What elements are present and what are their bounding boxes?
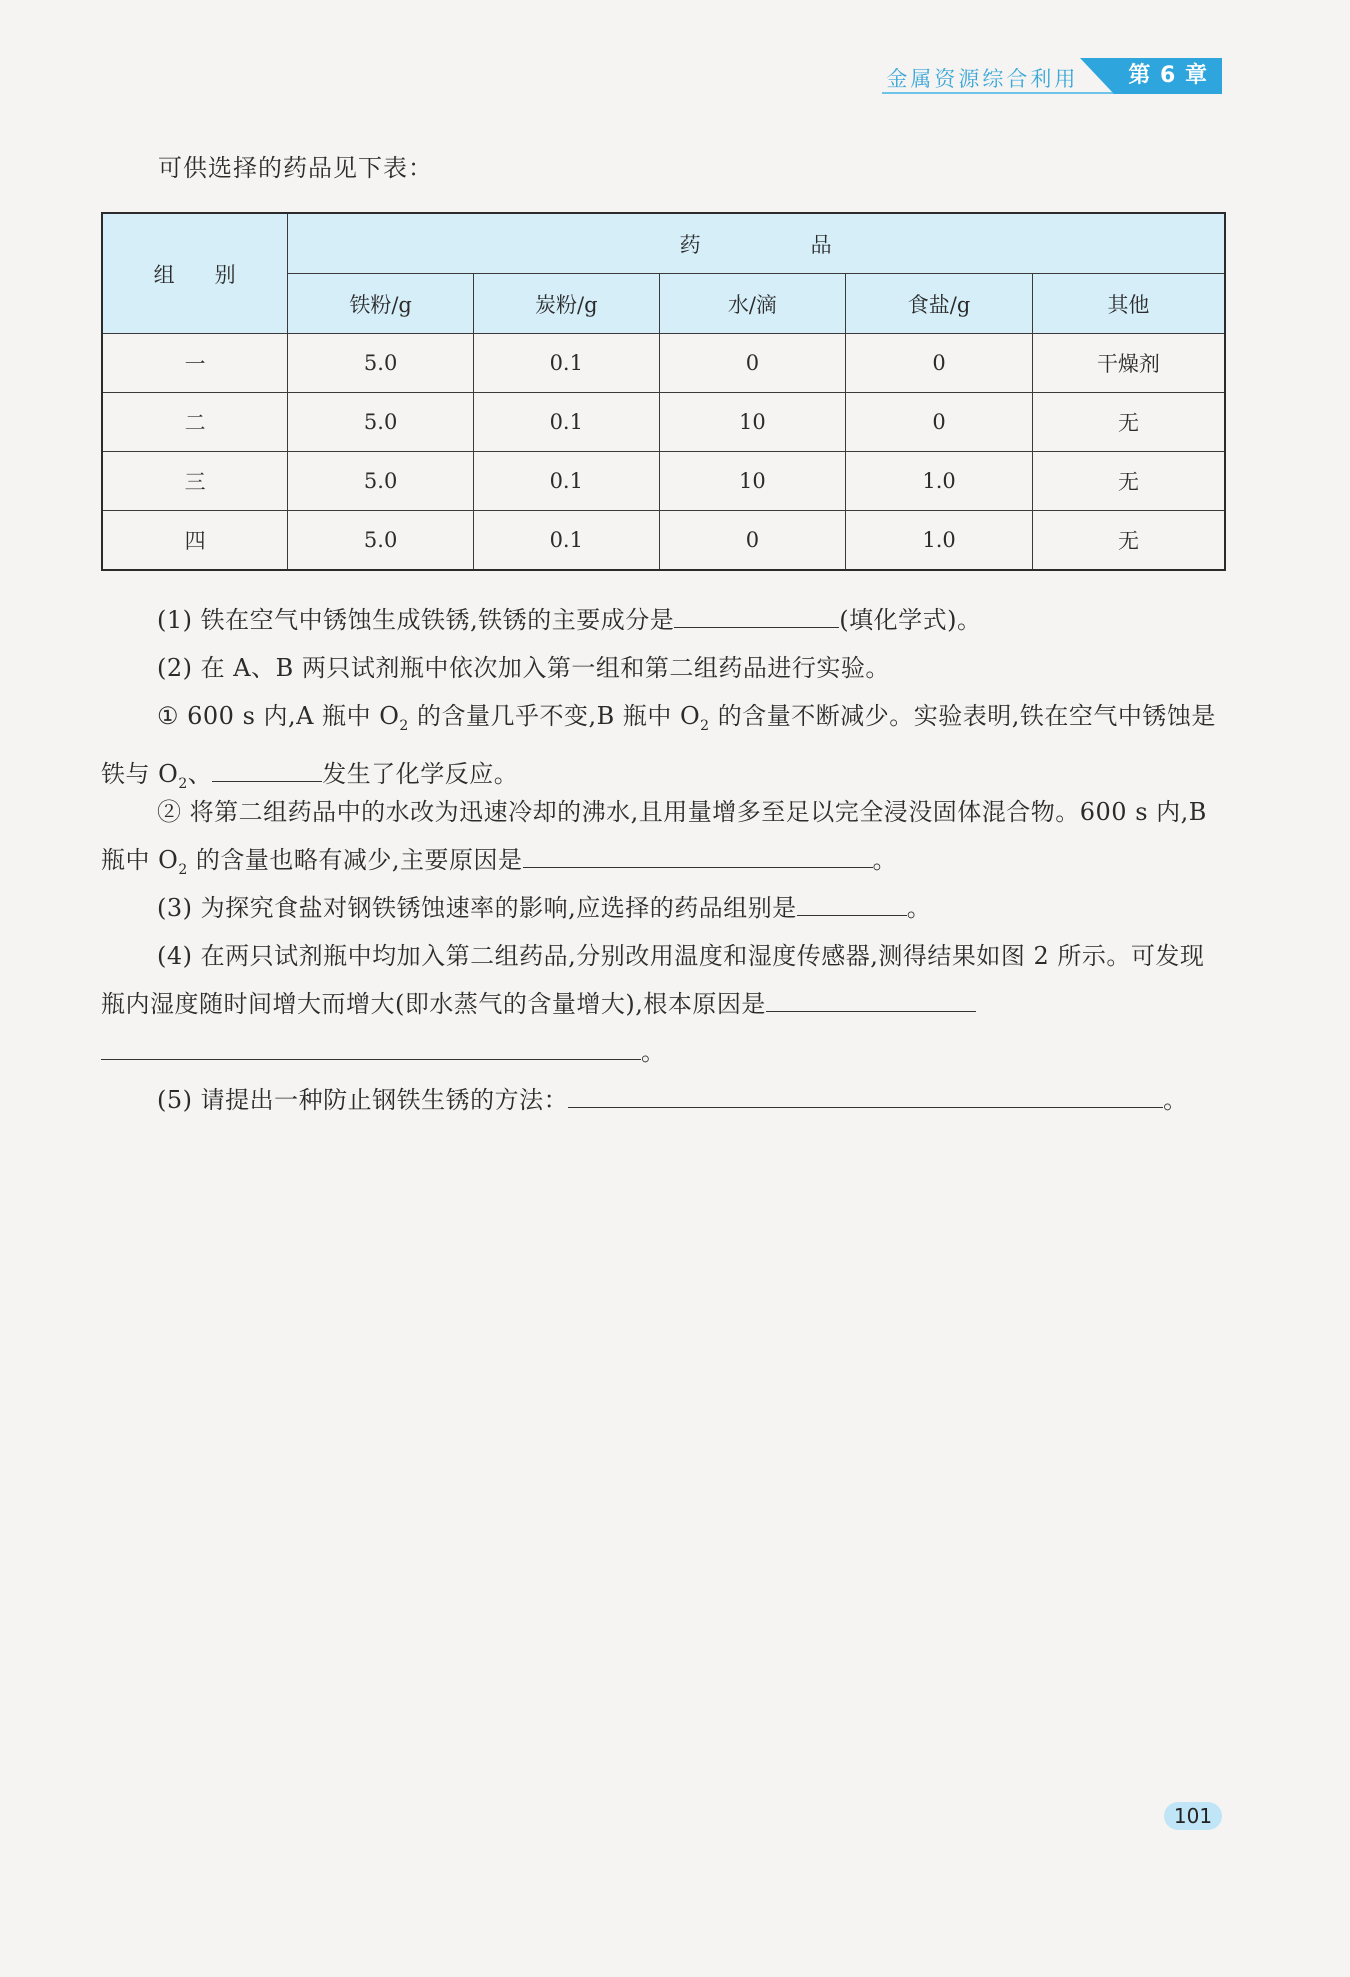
group-header: 组别 bbox=[102, 213, 288, 334]
answer-blank[interactable] bbox=[568, 1077, 1163, 1108]
table-cell: 无 bbox=[1032, 393, 1225, 452]
table-cell: 10 bbox=[659, 393, 846, 452]
table-cell: 0.1 bbox=[473, 452, 659, 511]
subscript: 2 bbox=[700, 717, 710, 734]
table-cell: 三 bbox=[102, 452, 288, 511]
subscript: 2 bbox=[178, 775, 188, 792]
question-3 bbox=[101, 884, 1282, 932]
question-text: (1) 铁在空气中锈蚀生成铁锈,铁锈的主要成分是 bbox=[157, 606, 675, 634]
question-text: (5) 请提出一种防止钢铁生锈的方法： bbox=[157, 1086, 569, 1114]
table-row bbox=[102, 393, 1225, 452]
table-intro: 可供选择的药品见下表： bbox=[158, 154, 433, 182]
table-cell: 0.1 bbox=[473, 334, 659, 393]
question-text: 发生了化学反应。 bbox=[322, 759, 519, 788]
table-cell: 无 bbox=[1032, 452, 1225, 511]
table-cell: 5.0 bbox=[288, 511, 474, 571]
table-cell: 1.0 bbox=[846, 511, 1033, 571]
answer-blank[interactable] bbox=[766, 981, 976, 1012]
table-cell: 10 bbox=[659, 452, 846, 511]
table-row bbox=[102, 334, 1225, 393]
question-text: 、 bbox=[187, 759, 213, 788]
table-row bbox=[102, 452, 1225, 511]
chapter-tab: 第 6 章 bbox=[1114, 58, 1222, 94]
table-cell: 无 bbox=[1032, 511, 1225, 571]
table-cell: 干燥剂 bbox=[1032, 334, 1225, 393]
question-text: 。 bbox=[872, 846, 897, 874]
reagents-table bbox=[101, 212, 1226, 571]
question-2-2 bbox=[101, 788, 1226, 894]
question-text: (填化学式)。 bbox=[839, 606, 982, 634]
answer-blank[interactable] bbox=[523, 837, 873, 868]
question-text: ② 将第二组药品中的水改为迅速冷却的沸水,且用量增多至足以完全浸没固体混合物。600 s 内,B 瓶中 O bbox=[101, 798, 1207, 874]
answer-blank[interactable] bbox=[101, 1029, 641, 1060]
question-text: 的含量也略有减少,主要原因是 bbox=[187, 846, 523, 874]
column-header: 铁粉/g bbox=[288, 274, 474, 334]
question-2: (2) 在 A、B 两只试剂瓶中依次加入第一组和第二组药品进行实验。 bbox=[157, 654, 890, 682]
question-5 bbox=[101, 1076, 1282, 1124]
table-cell: 二 bbox=[102, 393, 288, 452]
drugs-header: 药品 bbox=[288, 213, 1225, 274]
chapter-header bbox=[886, 58, 1222, 94]
question-4 bbox=[101, 932, 1226, 1076]
answer-blank[interactable] bbox=[674, 597, 839, 628]
question-text: ① 600 s 内,A 瓶中 O bbox=[157, 702, 400, 730]
page-number: 101 bbox=[1164, 1802, 1222, 1830]
column-header: 水/滴 bbox=[659, 274, 846, 334]
table-row bbox=[102, 511, 1225, 571]
table-cell: 四 bbox=[102, 511, 288, 571]
table-cell: 0 bbox=[846, 334, 1033, 393]
question-text: 。 bbox=[641, 1038, 666, 1066]
section-title: 金属资源综合利用 bbox=[886, 67, 1079, 91]
column-header: 食盐/g bbox=[846, 274, 1033, 334]
question-text: (3) 为探究食盐对钢铁锈蚀速率的影响,应选择的药品组别是 bbox=[157, 894, 797, 922]
column-header: 炭粉/g bbox=[473, 274, 659, 334]
table-cell: 0.1 bbox=[473, 511, 659, 571]
column-header: 其他 bbox=[1032, 274, 1225, 334]
question-text: 的含量几乎不变,B 瓶中 O bbox=[408, 702, 701, 730]
table-cell: 0 bbox=[846, 393, 1033, 452]
table-cell: 5.0 bbox=[288, 334, 474, 393]
table-cell: 0.1 bbox=[473, 393, 659, 452]
question-text: 。 bbox=[1163, 1086, 1188, 1114]
subscript: 2 bbox=[178, 861, 188, 878]
table-cell: 5.0 bbox=[288, 393, 474, 452]
question-1 bbox=[101, 596, 1282, 644]
question-text: (4) 在两只试剂瓶中均加入第二组药品,分别改用温度和湿度传感器,测得结果如图 2 所示。可发现瓶内湿度随时间增大而增大(即水蒸气的含量增大),根本原因是 bbox=[101, 942, 1205, 1018]
subscript: 2 bbox=[399, 717, 409, 734]
question-text: 的含量不断减少。实验表明,铁在空气中锈蚀是铁与 O bbox=[101, 702, 1216, 788]
table-cell: 0 bbox=[659, 511, 846, 571]
question-text: 。 bbox=[906, 894, 932, 922]
table-cell: 一 bbox=[102, 334, 288, 393]
table-cell: 1.0 bbox=[846, 452, 1033, 511]
answer-blank[interactable] bbox=[212, 751, 322, 782]
table-cell: 5.0 bbox=[288, 452, 474, 511]
answer-blank[interactable] bbox=[797, 885, 907, 916]
table-cell: 0 bbox=[659, 334, 846, 393]
